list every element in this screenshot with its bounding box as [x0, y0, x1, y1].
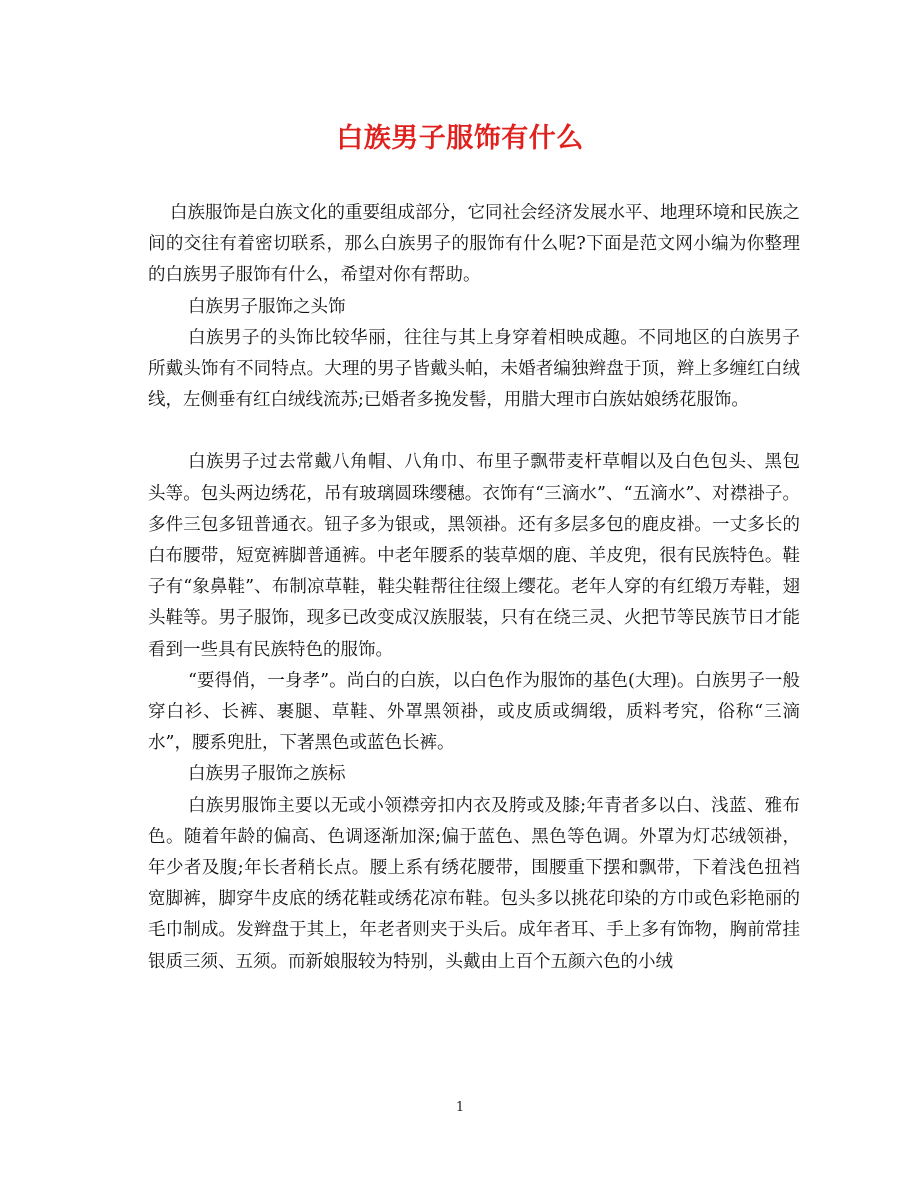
- document-body: [148, 198, 800, 978]
- document-title: 白族男子服饰有什么: [336, 123, 584, 154]
- headwear-paragraph-3: “要得俏，一身孝”。尚白的白族，以白色作为服饰的基色(大理)。白族男子一般穿白衫、长裤、裹腿、草鞋、外罩黑领褂，或皮质或绸缎，质料考究，俗称“三滴水”，腰系兜肚，下著黑色或蓝色长裤。: [148, 670, 800, 754]
- section-heading-ethnic-mark: 白族男子服饰之族标: [188, 764, 346, 785]
- headwear-paragraph-2: 白族男子过去常戴八角帽、八角巾、布里子飘带麦杆草帽以及白色包头、黑包头等。包头两边绣花，吊有玻璃圆珠缨穗。衣饰有“三滴水”、“五滴水”、对襟褂子。多件三包多钮普通衣。钮子多为银或，黑领褂。还有多层多包的鹿皮褂。一丈多长的白布腰带，短宽裤脚普通裤。中老年腰系的装草烟的鹿、羊皮兜，很有民族特色。鞋子有“象鼻鞋”、布制凉草鞋，鞋尖鞋帮往往缀上缨花。老年人穿的有红缎万寿鞋，翅头鞋等。男子服饰，现多已改变成汉族服装，只有在绕三灵、火把节等民族节日才能看到一些具有民族特色的服饰。: [148, 452, 800, 660]
- section-heading-headwear: 白族男子服饰之头饰: [188, 296, 346, 317]
- intro-paragraph: 白族服饰是白族文化的重要组成部分，它同社会经济发展水平、地理环境和民族之间的交往有着密切联系，那么白族男子的服饰有什么呢?下面是范文网小编为你整理的白族男子服饰有什么，希望对你有帮助。: [148, 203, 800, 286]
- page-number: 1: [455, 1100, 465, 1115]
- ethnic-mark-paragraph-1: 白族男服饰主要以无或小领襟旁扣内衣及胯或及膝;年青者多以白、浅蓝、雅布色。随着年龄的偏高、色调逐渐加深;偏于蓝色、黑色等色调。外罩为灯芯绒领褂，年少者及腹;年长者稍长点。腰上系有绣花腰带，围腰重下摆和飘带，下着浅色扭裆宽脚裤，脚穿牛皮底的绣花鞋或绣花凉布鞋。包头多以挑花印染的方巾或色彩艳丽的毛巾制成。发辫盘于其上，年老者则夹于头后。成年者耳、手上多有饰物，胸前常挂银质三须、五须。而新娘服较为特别，头戴由上百个五颜六色的小绒: [148, 795, 800, 972]
- headwear-paragraph-1: 白族男子的头饰比较华丽，往往与其上身穿着相映成趣。不同地区的白族男子所戴头饰有不同特点。大理的男子皆戴头帕，未婚者编独辫盘于顶，辫上多缠红白绒线，左侧垂有红白绒线流苏;已婚者多挽发髻，用腊大理市白族姑娘绣花服饰。: [148, 327, 800, 411]
